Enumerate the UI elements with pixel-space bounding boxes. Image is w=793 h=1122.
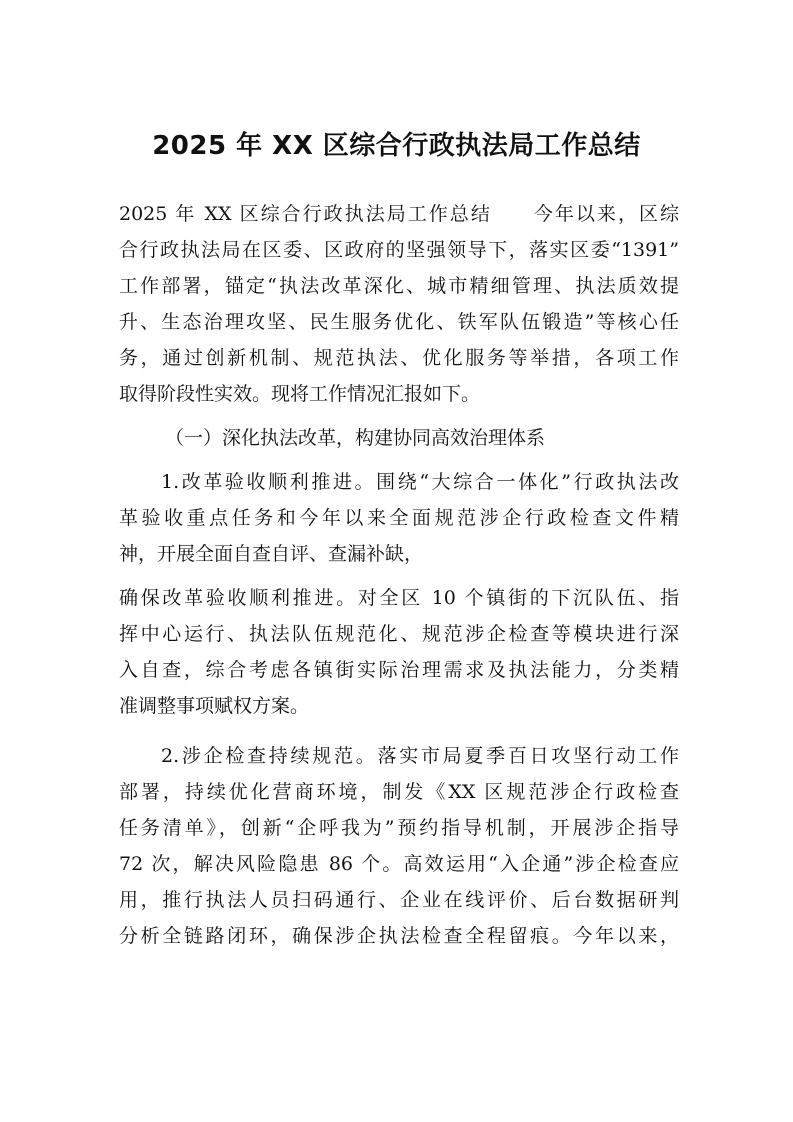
body-line: 入自查，综合考虑各镇街实际治理需求及执法能力，分类精 <box>119 659 679 681</box>
body-line: 2025 年 XX 区综合行政执法局工作总结 今年以来，区综 <box>119 203 679 225</box>
section-heading: （一）深化执法改革，构建协同高效治理体系 <box>165 427 546 449</box>
body-line: 1.改革验收顺利推进。围绕“大综合一体化”行政执法改 <box>161 471 679 493</box>
document-title: 2025 年 XX 区综合行政执法局工作总结 <box>152 131 641 161</box>
body-line: 准调整事项赋权方案。 <box>119 695 310 717</box>
body-line: 72 次，解决风险隐患 86 个。高效运用“入企通”涉企检查应 <box>119 853 679 875</box>
body-line: 分析全链路闭环，确保涉企执法检查全程留痕。今年以来， <box>119 925 679 947</box>
body-line: 挥中心运行、执法队伍规范化、规范涉企检查等模块进行深 <box>119 623 679 645</box>
body-line: 用，推行执法人员扫码通行、企业在线评价、后台数据研判 <box>119 889 679 911</box>
body-line: 神，开展全面自查自评、查漏补缺， <box>119 543 424 565</box>
body-line: 2.涉企检查持续规范。落实市局夏季百日攻坚行动工作 <box>161 745 679 767</box>
body-line: 工作部署，锚定“执法改革深化、城市精细管理、执法质效提 <box>119 275 679 297</box>
body-line: 取得阶段性实效。现将工作情况汇报如下。 <box>119 383 481 405</box>
body-line: 任务清单》，创新“企呼我为”预约指导机制，开展涉企指导 <box>119 817 679 839</box>
body-line: 务，通过创新机制、规范执法、优化服务等举措，各项工作 <box>119 347 679 369</box>
body-line: 合行政执法局在区委、区政府的坚强领导下，落实区委“1391” <box>119 239 679 261</box>
body-line: 确保改革验收顺利推进。对全区 10 个镇街的下沉队伍、指 <box>119 587 679 609</box>
body-line: 升、生态治理攻坚、民生服务优化、铁军队伍锻造”等核心任 <box>119 311 679 333</box>
body-line: 革验收重点任务和今年以来全面规范涉企行政检查文件精 <box>119 507 679 529</box>
body-line: 部署，持续优化营商环境，制发《XX 区规范涉企行政检查 <box>119 781 679 803</box>
